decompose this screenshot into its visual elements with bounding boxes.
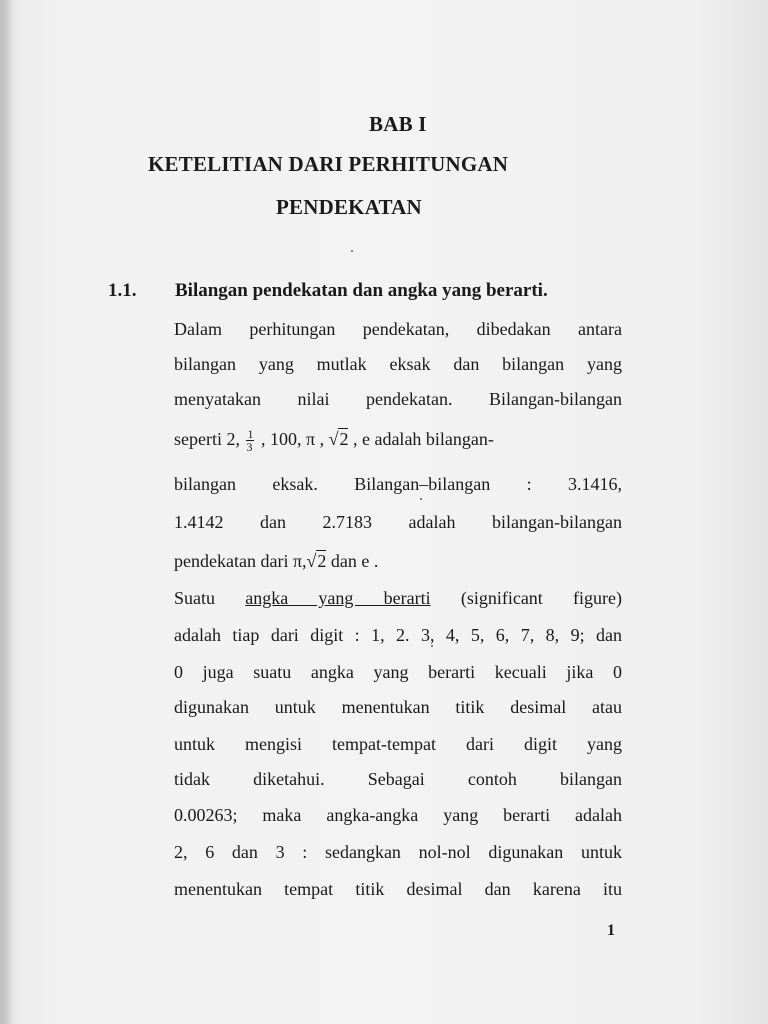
body-line: menyatakan nilai pendekatan. Bilangan-bilangan xyxy=(174,389,622,409)
text-segment: Suatu xyxy=(174,588,246,608)
body-line: 0 juga suatu angka yang berarti kecuali jika 0 xyxy=(174,662,622,682)
text-segment: seperti 2, xyxy=(174,429,240,449)
radicand: 2 xyxy=(339,429,349,449)
body-line: digunakan untuk menentukan titik desimal atau xyxy=(174,697,622,717)
body-line: bilangan yang mutlak eksak dan bilangan yang xyxy=(174,354,622,374)
text-segment: , 100, π , xyxy=(260,429,325,449)
body-line: 2, 6 dan 3 : sedangkan nol-nol digunakan untuk xyxy=(174,842,622,862)
body-line-with-math xyxy=(174,427,624,455)
underlined-term: angka yang berarti xyxy=(245,588,431,608)
scan-speck xyxy=(420,498,422,500)
radical-sign: √ xyxy=(306,551,317,571)
fraction-one-third xyxy=(246,428,254,453)
body-line: tidak diketahui. Sebagai contoh bilangan xyxy=(174,769,622,789)
body-line: Dalam perhitungan pendekatan, dibedakan antara xyxy=(174,319,622,339)
section-number: 1.1. xyxy=(108,280,137,301)
body-line-with-math xyxy=(174,549,622,573)
square-root-two xyxy=(329,428,353,449)
square-root-two xyxy=(307,550,327,571)
body-line: 1.4142 dan 2.7183 adalah bilangan-bilangan xyxy=(174,512,622,532)
body-line: untuk mengisi tempat-tempat dari digit yang xyxy=(174,734,622,754)
text-segment: , e adalah bilangan- xyxy=(352,429,494,449)
body-line: bilangan eksak. Bilangan–bilangan : 3.1416, xyxy=(174,474,622,494)
text-segment: (significant figure) xyxy=(430,588,622,608)
chapter-heading: BAB I xyxy=(369,112,427,136)
page-number: 1 xyxy=(607,922,615,939)
text-segment: dan e . xyxy=(326,551,379,571)
section-title: Bilangan pendekatan dan angka yang berarti. xyxy=(175,280,548,301)
chapter-title-line-2: PENDEKATAN xyxy=(276,195,422,219)
scan-speck xyxy=(351,250,353,252)
body-line: menentukan tempat titik desimal dan karena itu xyxy=(174,879,622,899)
body-line-with-term xyxy=(174,586,622,610)
radicand: 2 xyxy=(317,551,327,571)
fraction-numerator: 1 xyxy=(247,427,254,442)
chapter-title-line-1: KETELITIAN DARI PERHITUNGAN xyxy=(148,152,509,176)
radical-sign: √ xyxy=(328,429,339,449)
text-segment: pendekatan dari π, xyxy=(174,551,307,571)
page-edge-shadow xyxy=(0,0,14,1024)
fraction-denominator: 3 xyxy=(246,440,253,455)
body-line: 0.00263; maka angka-angka yang berarti adalah xyxy=(174,805,622,825)
body-line: adalah tiap dari digit : 1, 2. 3, 4, 5, 6, 7, 8, 9; dan xyxy=(174,625,622,645)
